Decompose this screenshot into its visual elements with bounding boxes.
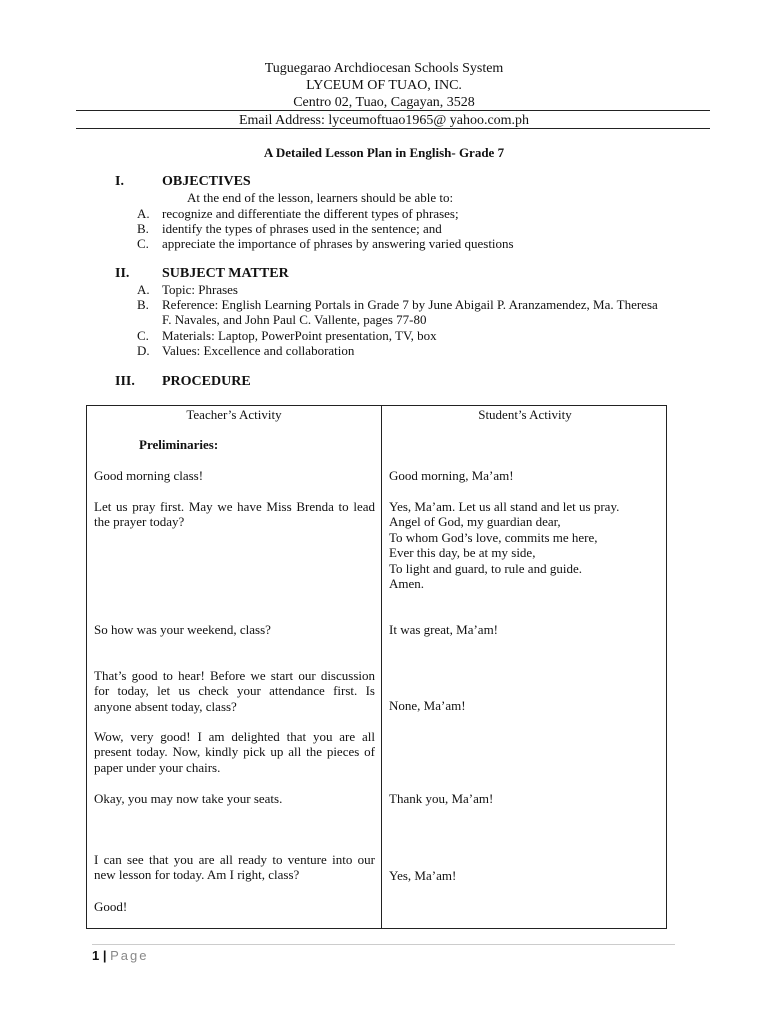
subject-text: Reference: English Learning Portals in Grade 7 by June Abigail P. Aranzamendez, Ma. Theresa F. Navales, and John Paul C. Vallente, pages 77-80 [162, 297, 658, 327]
student-line: Good morning, Ma’am! [389, 468, 514, 483]
subject-text: Topic: Phrases [162, 282, 238, 297]
page-separator: | [102, 948, 107, 963]
teacher-line: I can see that you are all ready to venture into our new lesson for today. Am I right, class? [94, 852, 375, 883]
student-line: Yes, Ma’am. Let us all stand and let us pray. [389, 499, 620, 514]
footer-rule [92, 944, 675, 945]
student-line: To whom God’s love, commits me here, [389, 529, 598, 545]
subject-numeral: II. [115, 266, 130, 281]
lesson-title: A Detailed Lesson Plan in English- Grade 7 [263, 145, 505, 160]
subject-key: C. [137, 328, 149, 343]
column-divider [381, 406, 382, 928]
student-line: Amen. [389, 576, 425, 591]
procedure-heading: PROCEDURE [162, 374, 251, 389]
page-footer [92, 948, 149, 963]
header-email: Email Address: lyceumoftuao1965@ yahoo.com.ph [238, 113, 530, 128]
subject-key: D. [137, 343, 150, 358]
teacher-line: Okay, you may now take your seats. [94, 791, 283, 806]
subject-text: Values: Excellence and collaboration [162, 343, 355, 358]
preliminaries-label: Preliminaries: [139, 437, 219, 452]
teacher-column-header: Teacher’s Activity [186, 407, 282, 422]
objective-text: recognize and differentiate the different types of phrases; [162, 206, 459, 221]
header-school: LYCEUM OF TUAO, INC. [306, 78, 462, 93]
teacher-line: So how was your weekend, class? [94, 622, 271, 637]
page-label: Page [110, 948, 149, 963]
objective-key: B. [137, 221, 149, 236]
procedure-numeral: III. [115, 374, 135, 389]
student-line: To light and guard, to rule and guide. [389, 560, 582, 576]
teacher-line: Wow, very good! I am delighted that you are all present today. Now, kindly pick up all the pieces of paper under your chairs. [94, 729, 375, 775]
subject-text: Materials: Laptop, PowerPoint presentation, TV, box [162, 328, 437, 343]
subject-key: B. [137, 297, 149, 312]
header-org: Tuguegarao Archdiocesan Schools System [264, 61, 504, 76]
teacher-line: Good morning class! [94, 468, 204, 483]
teacher-line: That’s good to hear! Before we start our discussion for today, let us check your attendance first. Is anyone absent today, class? [94, 668, 375, 714]
subject-heading: SUBJECT MATTER [162, 266, 289, 281]
subject-key: A. [137, 282, 150, 297]
objective-text: appreciate the importance of phrases by answering varied questions [162, 236, 514, 251]
objective-key: A. [137, 206, 150, 221]
objective-text: identify the types of phrases used in the sentence; and [162, 221, 442, 236]
student-line: Angel of God, my guardian dear, [389, 514, 561, 530]
student-line: None, Ma’am! [389, 698, 466, 713]
header-address: Centro 02, Tuao, Cagayan, 3528 [293, 95, 475, 110]
header-rule-top [76, 110, 710, 111]
objectives-heading: OBJECTIVES [162, 174, 251, 189]
student-line: Ever this day, be at my side, [389, 545, 536, 561]
student-line: Thank you, Ma’am! [389, 791, 494, 806]
procedure-table [86, 405, 667, 929]
student-line: It was great, Ma’am! [389, 622, 499, 637]
teacher-line: Let us pray first. May we have Miss Brenda to lead the prayer today? [94, 499, 375, 530]
objectives-intro: At the end of the lesson, learners should be able to: [187, 190, 454, 205]
teacher-line: Good! [94, 899, 128, 914]
student-column-header: Student’s Activity [478, 407, 572, 422]
header-rule-bottom [76, 128, 710, 129]
student-line: Yes, Ma’am! [389, 868, 457, 883]
objective-key: C. [137, 236, 149, 251]
page-number: 1 [92, 948, 100, 963]
objectives-numeral: I. [115, 174, 124, 189]
